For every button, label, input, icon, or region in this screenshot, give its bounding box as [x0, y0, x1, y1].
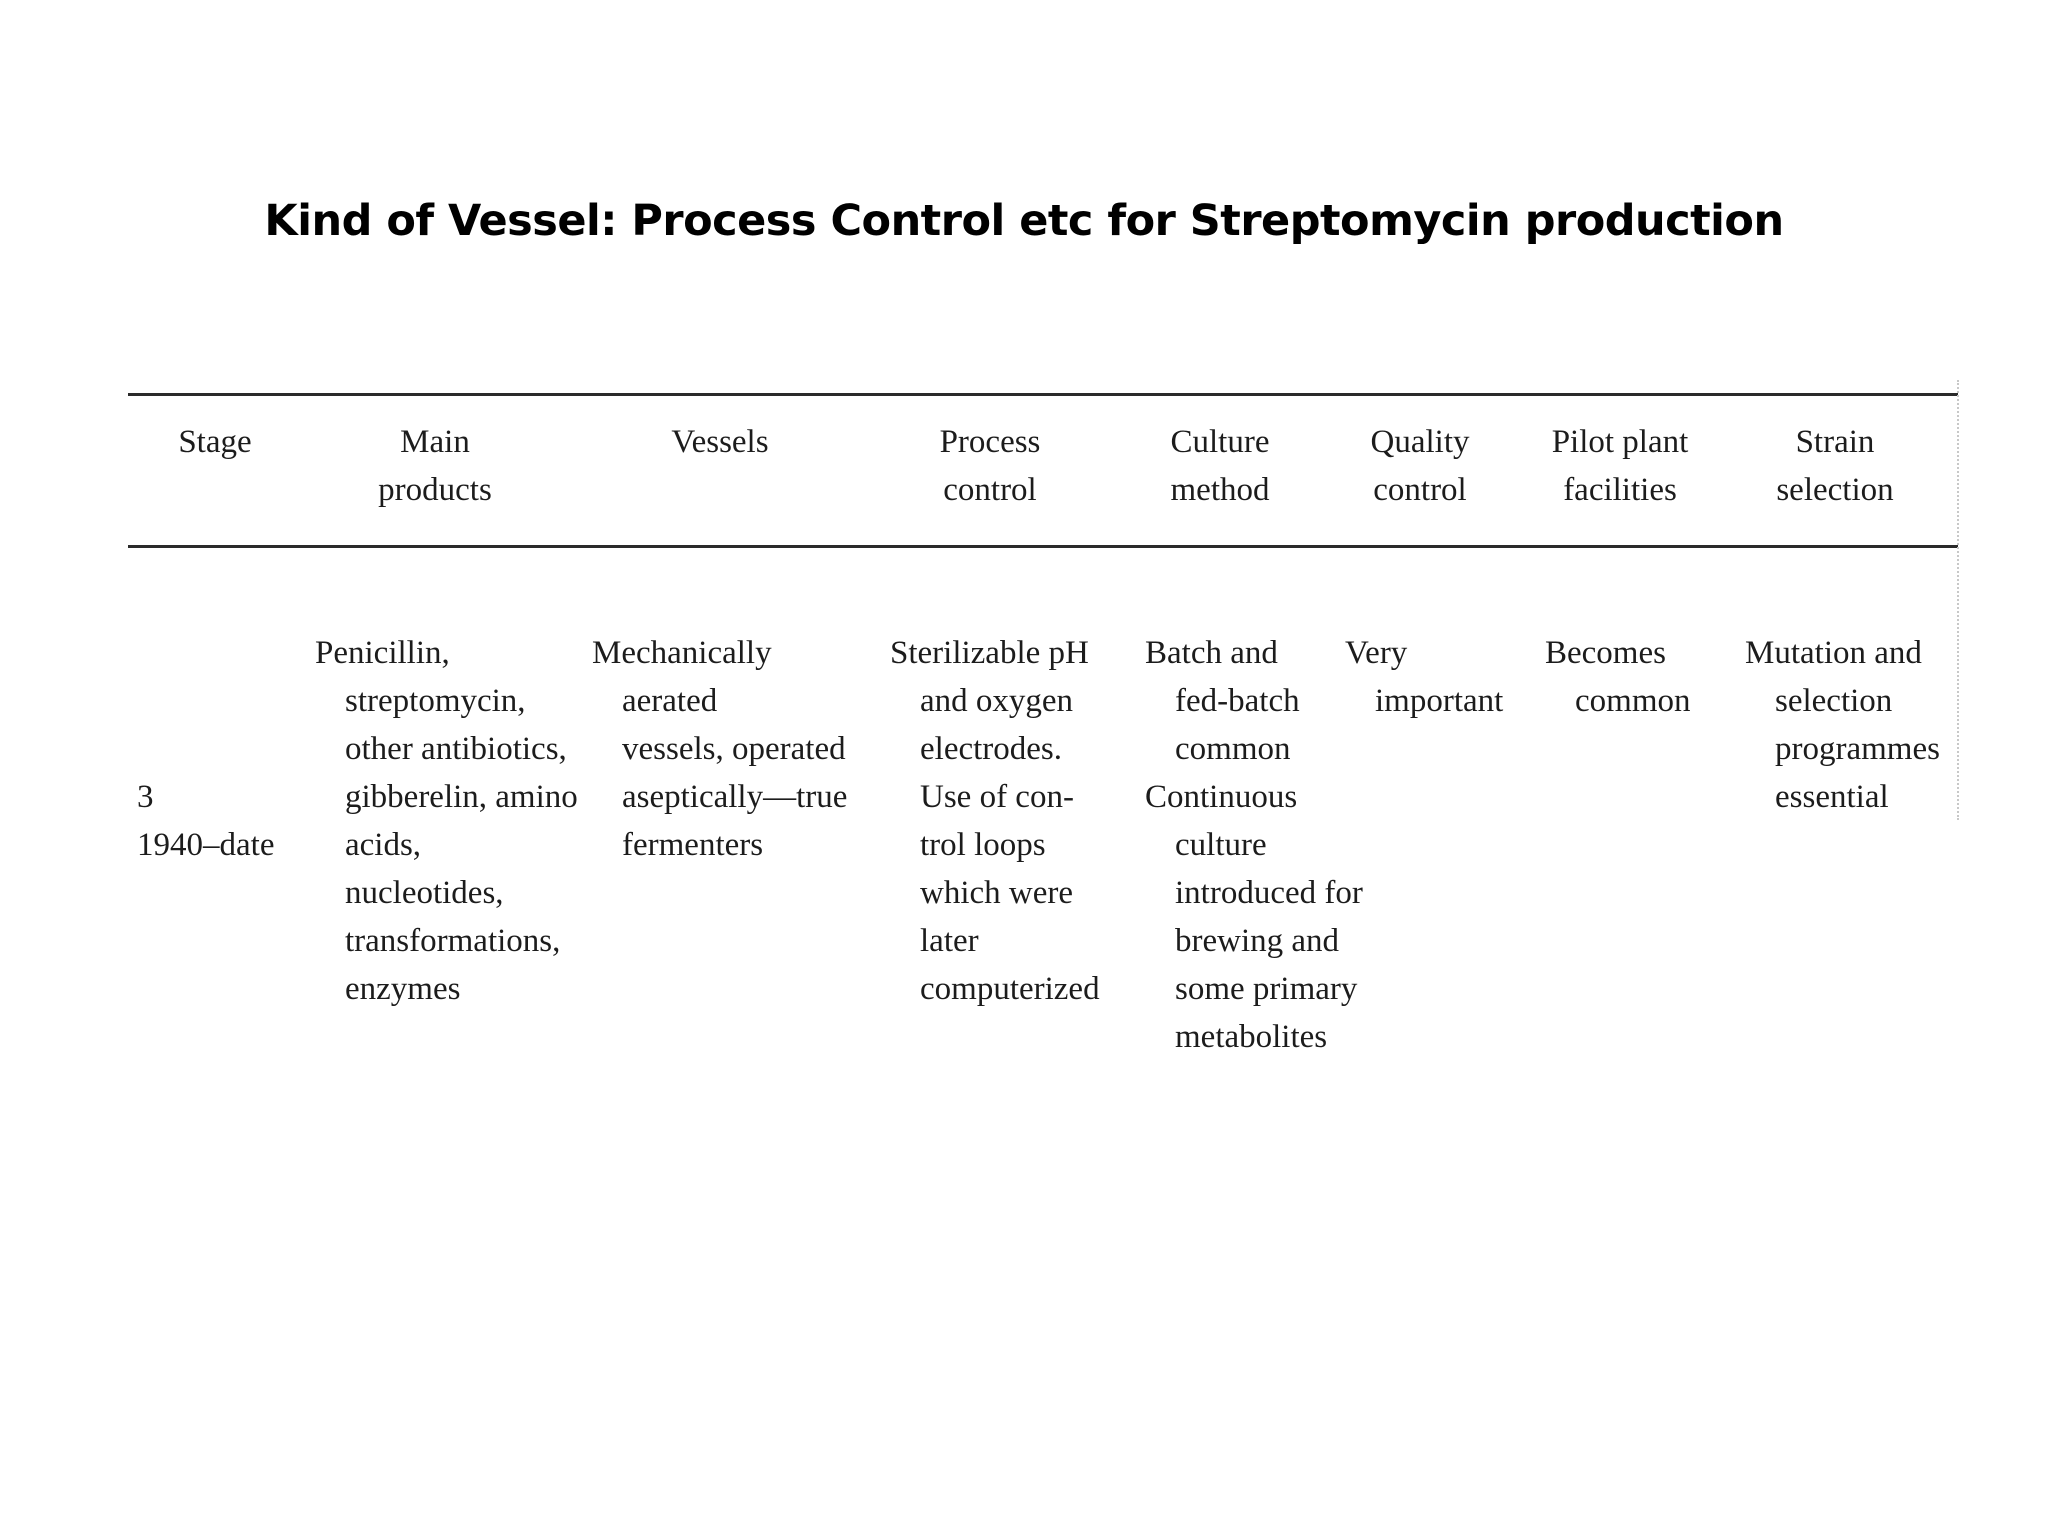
header-culture-method: Culture method	[1170, 424, 1270, 508]
header-vessels: Vessels	[671, 424, 769, 460]
header-stage: Stage	[178, 424, 252, 460]
scan-edge-marks	[1957, 380, 1962, 820]
cell-main-products: Penicillin, streptomycin, other antibiotics, gibberelin, amino acids, nucleotides, transformations, enzymes	[315, 635, 578, 1007]
cell-culture-method: Batch and fed-batch common Continuous culture introduced for brewing and some primary metabolites	[1145, 635, 1363, 1055]
table-header-rule	[128, 545, 1958, 548]
cell-pilot-plant: Becomes common	[1545, 635, 1691, 719]
page-title: Kind of Vessel: Process Control etc for Streptomycin production	[264, 196, 1784, 246]
table-top-rule	[128, 393, 1958, 396]
cell-strain-selection: Mutation and selection programmes essential	[1745, 635, 1940, 815]
header-main-products: Main products	[378, 424, 492, 508]
cell-quality-control: Very important	[1345, 635, 1504, 719]
cell-stage: 3 1940–date	[137, 779, 275, 863]
header-strain-selection: Strain selection	[1776, 424, 1894, 508]
cell-vessels: Mechanically aerated vessels, operated aseptically—true fermenters	[592, 635, 848, 863]
cell-process-control: Sterilizable pH and oxygen electrodes. Use of con- trol loops which were later computerized	[890, 635, 1100, 1007]
header-quality-control: Quality control	[1370, 424, 1470, 508]
header-pilot-plant: Pilot plant facilities	[1551, 424, 1689, 508]
header-process-control: Process control	[939, 424, 1041, 508]
